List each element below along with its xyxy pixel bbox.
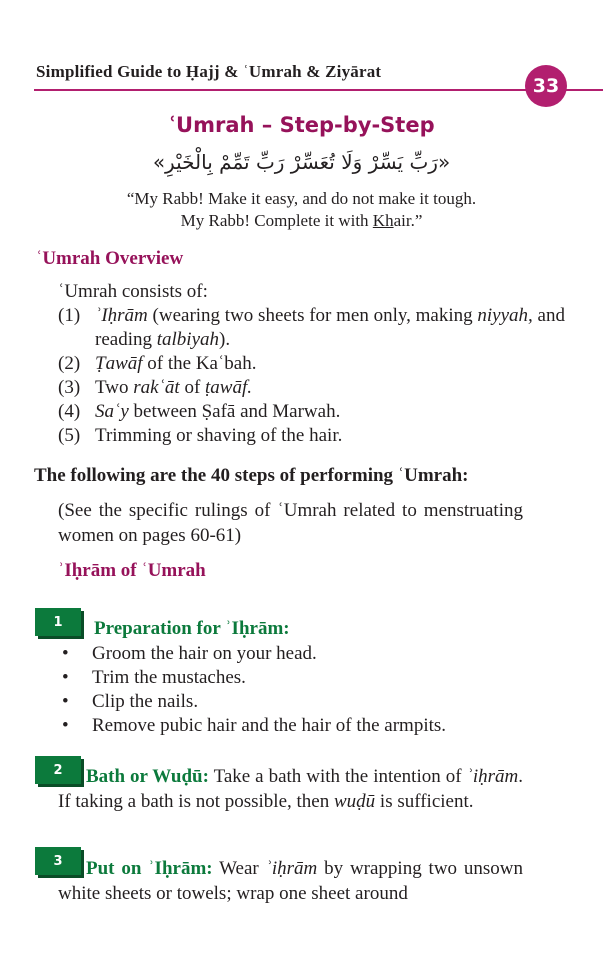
header-divider xyxy=(34,89,603,91)
list-item: • Trim the mustaches. xyxy=(62,667,246,688)
dua-translation xyxy=(0,188,603,232)
step-2-number-box: 2 xyxy=(35,756,81,784)
menstruation-note: (See the specific rulings of ʿUmrah related to menstruating women on pages 60-61) xyxy=(58,500,523,546)
list-item: • Clip the nails. xyxy=(62,691,199,712)
step-2-title: Bath or Wuḍū: xyxy=(86,766,209,787)
steps-intro: The following are the 40 steps of performing ʿUmrah: xyxy=(34,465,469,486)
overview-item: (3) Two rakʿāt of ṭawāf. xyxy=(58,377,253,398)
dua-arabic: «رَبِّ يَسِّرْ وَلَا تُعَسِّرْ رَبِّ تَمِّمْ بِالْخَيْرِ» xyxy=(152,150,451,174)
dua-line-2: My Rabb! Complete it with Khair.” xyxy=(180,211,423,230)
step-1-title: Preparation for ʾIḥrām: xyxy=(94,618,290,639)
step-1-number-box: 1 xyxy=(35,608,81,636)
bullet-icon: • xyxy=(62,667,69,688)
overview-heading: ʿUmrah Overview xyxy=(36,248,184,269)
overview-item: (2) Ṭawāf of the Kaʿbah. xyxy=(58,353,257,374)
ihram-heading: ʾIḥrām of ʿUmrah xyxy=(58,560,206,581)
overview-list xyxy=(58,280,578,448)
step-3-number-box: 3 xyxy=(35,847,81,875)
page-number-badge: 33 xyxy=(525,65,567,107)
step-1-bullet-list xyxy=(62,642,562,738)
bullet-icon: • xyxy=(62,643,69,664)
dua-line-1: “My Rabb! Make it easy, and do not make it tough. xyxy=(126,189,477,208)
list-item: • Remove pubic hair and the hair of the armpits. xyxy=(62,715,447,736)
step-3-text: Put on ʾIḥrām: Wear ʾiḥrām by wrapping two unsown white sheets or towels; wrap one sheet around xyxy=(58,858,523,904)
step-3-title: Put on ʾIḥrām: xyxy=(86,858,213,879)
overview-item: (4) Saʿy between Ṣafā and Marwah. xyxy=(58,401,341,422)
overview-intro: ʿUmrah consists of: xyxy=(58,281,208,302)
bullet-icon: • xyxy=(62,715,69,736)
list-item: • Groom the hair on your head. xyxy=(62,643,317,664)
overview-item: (1) ʾIḥrām (wearing two sheets for men only, making niyyah, and reading talbiyah). xyxy=(58,305,565,350)
step-2-text: Bath or Wuḍū: Take a bath with the intention of ʾiḥrām. If taking a bath is not possible, then wuḍū is sufficient. xyxy=(58,766,523,812)
running-header: Simplified Guide to Ḥajj & ʿUmrah & Ziyārat xyxy=(36,62,382,81)
bullet-icon: • xyxy=(62,691,69,712)
overview-item: (5) Trimming or shaving of the hair. xyxy=(58,425,343,446)
page-title: ʿUmrah – Step-by-Step xyxy=(168,113,435,137)
